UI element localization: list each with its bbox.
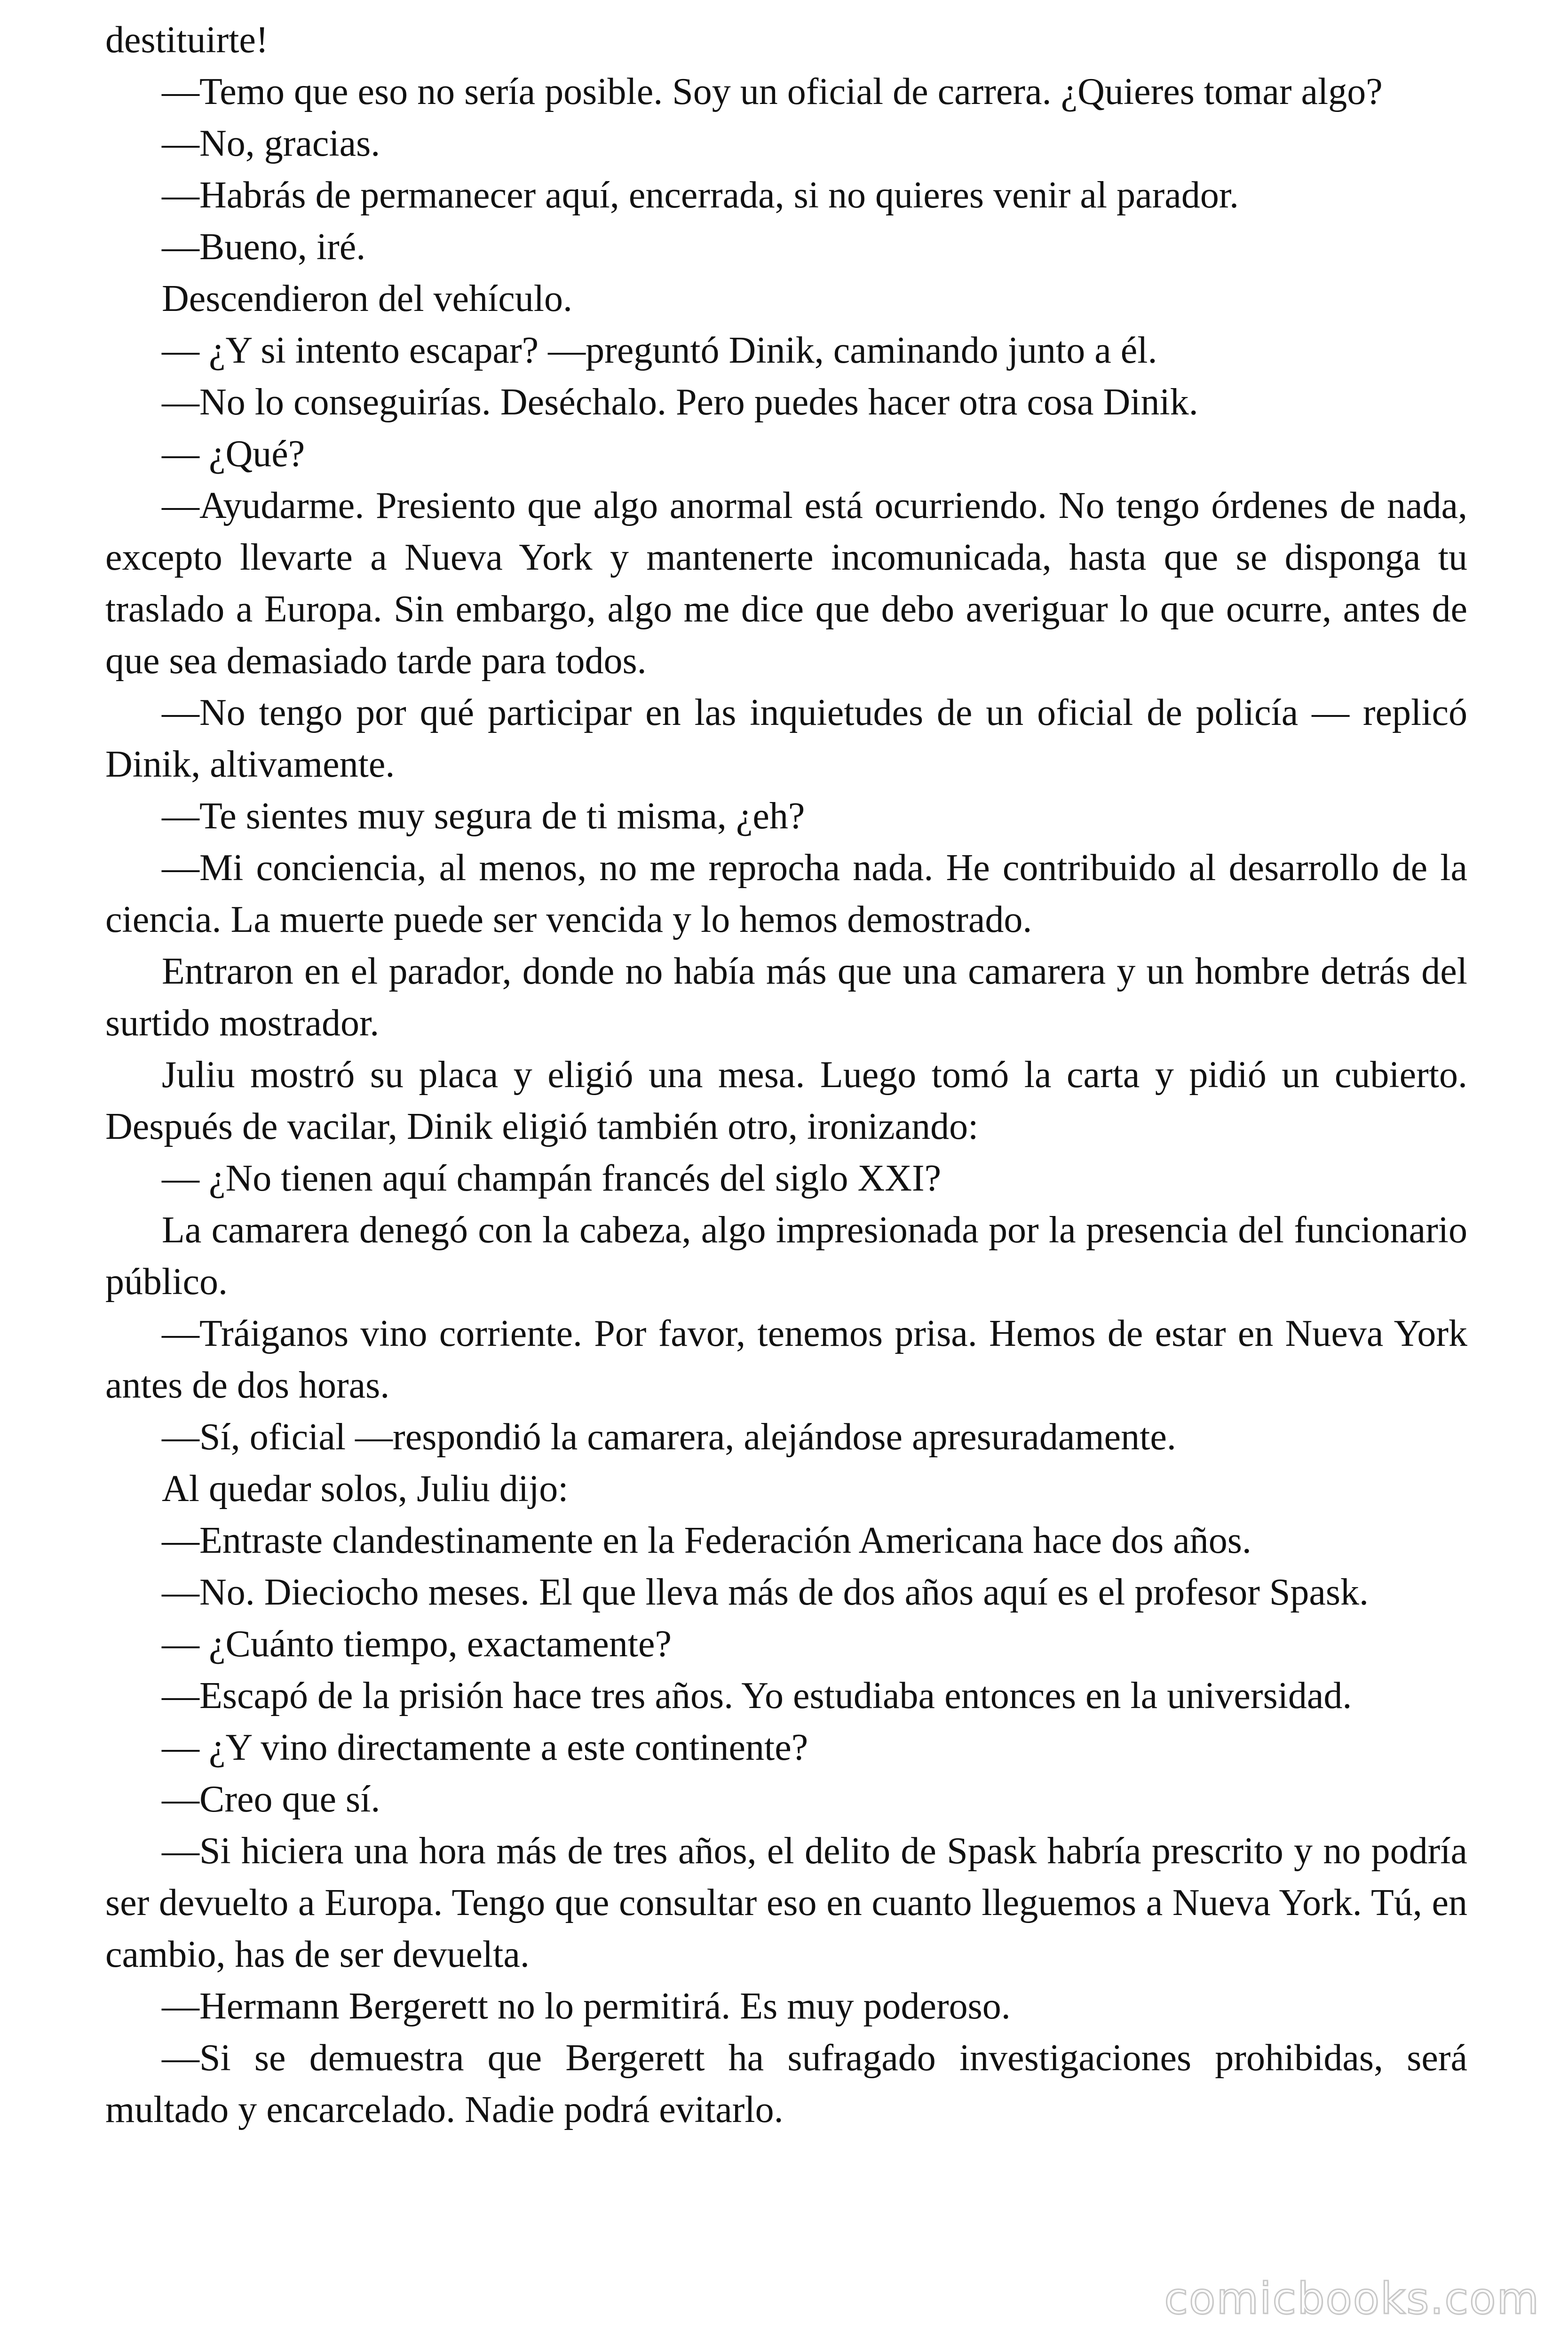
watermark: comicbooks.com [1164, 2273, 1540, 2324]
paragraph: —Habrás de permanecer aquí, encerrada, si no quieres venir al parador. [162, 175, 1239, 216]
paragraph: —Mi conciencia, al menos, no me reprocha nada. He contribuido al desarrollo de la ciencia. La muerte puede ser vencida y lo hemos demostrado. [105, 847, 1467, 940]
paragraph: destituirte! [105, 19, 269, 61]
paragraph: — ¿Qué? [162, 433, 305, 475]
paragraph: — ¿Y vino directamente a este continente? [162, 1727, 808, 1768]
paragraph: —Ayudarme. Presiento que algo anormal está ocurriendo. No tengo órdenes de nada, excepto llevarte a Nueva York y mantenerte incomunicada, hasta que se disponga tu traslado a Europa. Sin embargo, algo me dice que debo averiguar lo que ocurre, antes de que sea demasiado tarde para todos. [105, 485, 1467, 682]
paragraph: Entraron en el parador, donde no había más que una camarera y un hombre detrás del surtido mostrador. [105, 951, 1467, 1044]
paragraph: —Si se demuestra que Bergerett ha sufragado investigaciones prohibidas, será multado y encarcelado. Nadie podrá evitarlo. [105, 2037, 1467, 2130]
paragraph: —Te sientes muy segura de ti misma, ¿eh? [162, 795, 805, 837]
paragraph: La camarera denegó con la cabeza, algo impresionada por la presencia del funcionario público. [105, 1209, 1467, 1303]
paragraph: — ¿Y si intento escapar? —preguntó Dinik, caminando junto a él. [162, 330, 1157, 371]
paragraph: Juliu mostró su placa y eligió una mesa. Luego tomó la carta y pidió un cubierto. Después de vacilar, Dinik eligió también otro, ironizando: [105, 1054, 1467, 1147]
paragraph: —No, gracias. [162, 123, 380, 164]
paragraph: —Creo que sí. [162, 1779, 380, 1820]
paragraph: Descendieron del vehículo. [162, 278, 573, 319]
paragraph: —Hermann Bergerett no lo permitirá. Es muy poderoso. [162, 1986, 1011, 2027]
paragraph: — ¿No tienen aquí champán francés del siglo XXI? [162, 1158, 942, 1199]
paragraph: —No lo conseguirías. Deséchalo. Pero puedes hacer otra cosa Dinik. [162, 381, 1198, 423]
paragraph: —Entraste clandestinamente en la Federación Americana hace dos años. [162, 1520, 1251, 1561]
paragraph: —Temo que eso no sería posible. Soy un oficial de carrera. ¿Quieres tomar algo? [162, 71, 1383, 112]
paragraph: —Escapó de la prisión hace tres años. Yo estudiaba entonces en la universidad. [162, 1675, 1352, 1716]
paragraph: —Tráiganos vino corriente. Por favor, tenemos prisa. Hemos de estar en Nueva York antes de dos horas. [105, 1313, 1467, 1406]
paragraph: —No tengo por qué participar en las inquietudes de un oficial de policía — replicó Dinik, altivamente. [105, 692, 1467, 785]
paragraph: —No. Dieciocho meses. El que lleva más de dos años aquí es el profesor Spask. [162, 1572, 1369, 1613]
page-text [105, 14, 1467, 2136]
paragraph: —Si hiciera una hora más de tres años, el delito de Spask habría prescrito y no podría ser devuelto a Europa. Tengo que consultar eso en cuanto lleguemos a Nueva York. Tú, en cambio, has de ser devuelta. [105, 1830, 1467, 1975]
paragraph: Al quedar solos, Juliu dijo: [162, 1468, 569, 1510]
paragraph: —Bueno, iré. [162, 226, 366, 268]
paragraph: —Sí, oficial —respondió la camarera, alejándose apresuradamente. [162, 1416, 1176, 1458]
paragraph: — ¿Cuánto tiempo, exactamente? [162, 1623, 672, 1665]
